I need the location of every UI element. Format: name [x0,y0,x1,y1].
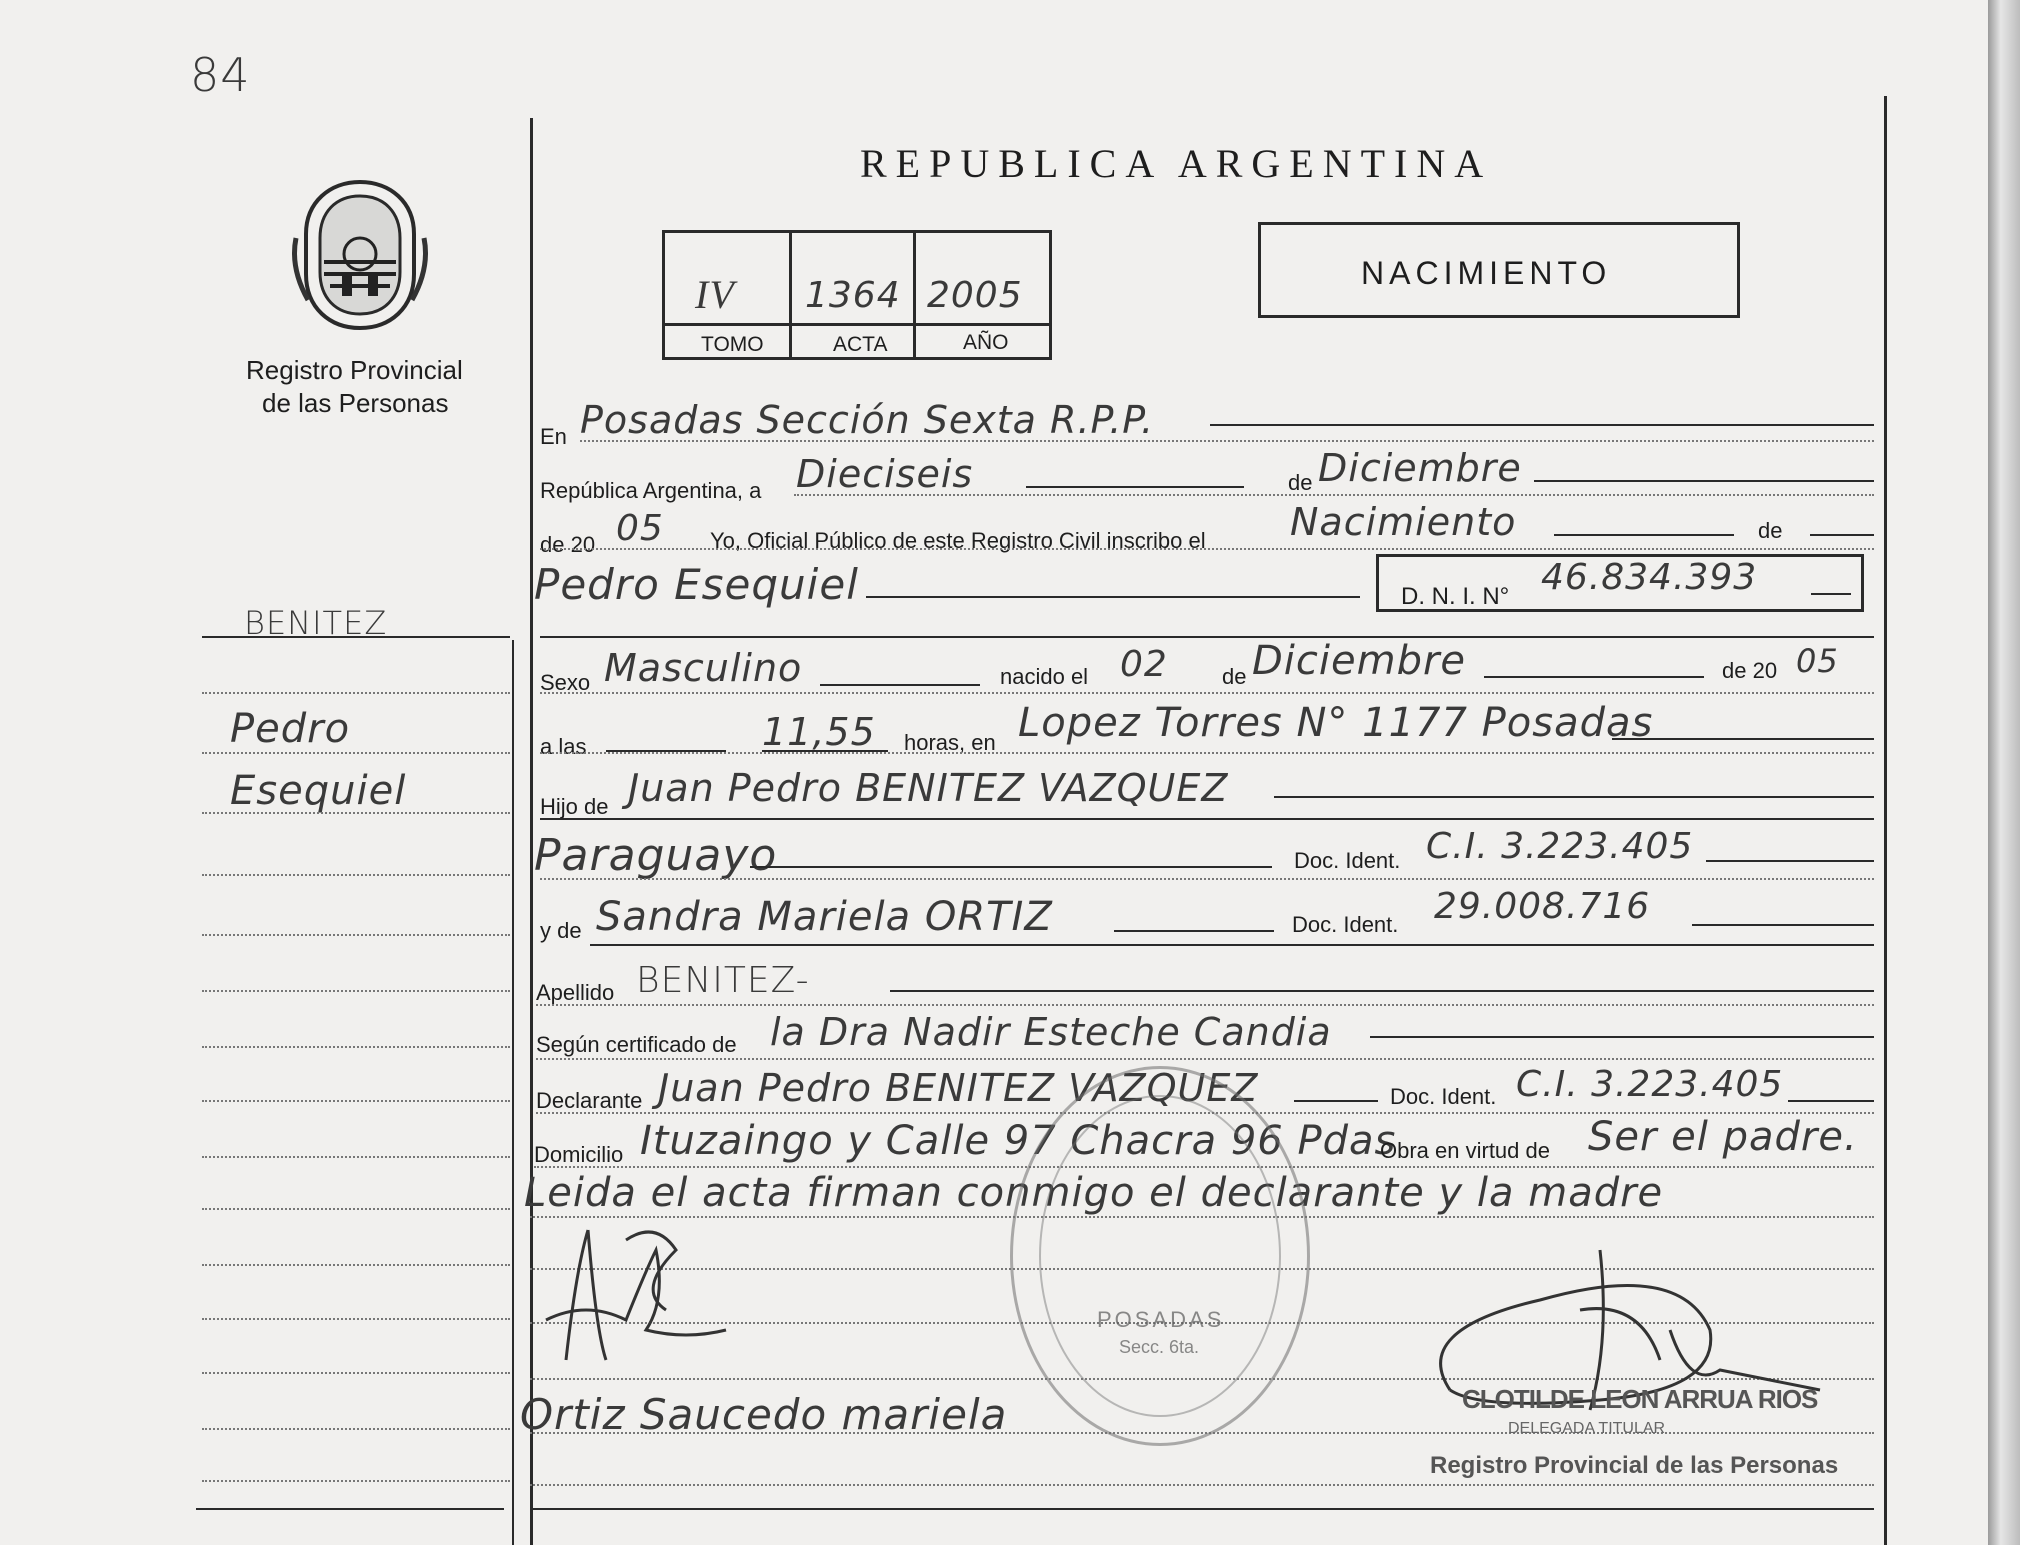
round-stamp-section: Secc. 6ta. [1119,1337,1200,1357]
round-stamp [1010,1066,1310,1446]
row-line [1294,1100,1378,1102]
margin-line [202,1100,510,1102]
row-dots [794,494,1874,496]
dni-value: 46.834.393 [1541,557,1758,598]
apellido-label: Apellido [536,980,615,1005]
domicilio-label: Domicilio [534,1142,624,1167]
row-dots [580,440,1874,442]
tomo-label: TOMO [701,333,764,356]
registry-line-1: Registro Provincial [246,355,463,385]
de20-label: de 20 [540,532,596,557]
oficial-text: Yo, Oficial Público de este Registro Civil inscribo el [710,528,1206,553]
page-number: 84 [190,48,251,102]
doc-label-2: Doc. Ident. [1292,912,1399,937]
round-stamp-city: POSADAS [1097,1307,1225,1332]
mother-signature: Ortiz Saucedo mariela [520,1390,1008,1439]
margin-second-name: Esequiel [230,768,407,814]
margin-line [202,990,510,992]
de-label: de [1288,470,1313,495]
row-dots [536,1004,1874,1006]
declarante-doc: C.I. 3.223.405 [1516,1064,1784,1105]
record-number-box [662,230,1052,360]
ano-value: 2005 [927,275,1023,316]
margin-line [202,1318,510,1320]
row-dots [540,878,1874,880]
bottom-line [530,1508,1874,1510]
country-title: REPUBLICA ARGENTINA [860,141,1493,186]
official-stamp-line-2: DELEGADA TITULAR [1508,1420,1666,1437]
row-line [540,636,1874,638]
official-stamp-line-3: Registro Provincial de las Personas [1430,1452,1839,1479]
year-suffix: 05 [616,508,664,549]
sexo-value: Masculino [604,646,803,690]
margin-line [202,874,510,876]
tomo-value: IV [695,272,735,317]
horas-label: horas, en [904,730,996,755]
en-value: Posadas Sección Sexta R.P.P. [580,398,1155,442]
row-line [1692,924,1874,926]
birth-place: Lopez Torres N° 1177 Posadas [1018,700,1654,746]
margin-line [202,934,510,936]
dni-label: D. N. I. N° [1401,583,1510,610]
row-dots [530,1484,1874,1486]
child-name: Pedro Esequiel [534,560,859,609]
obra-label: Obra en virtud de [1380,1138,1550,1163]
birth-month: Diciembre [1252,638,1467,684]
book-edge [1988,0,2020,1545]
margin-surname-line [202,636,510,638]
row-line [590,944,1874,946]
row-dots [540,692,1874,694]
margin-line [202,1208,510,1210]
row-line [1114,930,1274,932]
segun-label: Según certificado de [536,1032,737,1057]
birth-day: 02 [1120,644,1168,685]
row-line [866,596,1360,598]
row-line [1810,534,1874,536]
declarante-value: Juan Pedro BENITEZ VAZQUEZ [658,1066,1259,1110]
row-line [1612,738,1874,740]
row-dots [540,548,1874,550]
dni-box [1376,554,1864,612]
margin-line [202,1480,510,1482]
domicilio-value: Ituzaingo y Calle 97 Chacra 96 Pdas [640,1118,1397,1164]
row-line [890,990,1874,992]
margin-line [202,752,510,754]
margin-line [202,692,510,694]
nacido-label: nacido el [1000,664,1089,689]
mother-name: Sandra Mariela ORTIZ [596,894,1053,940]
declarante-label: Declarante [536,1088,643,1113]
month-written: Diciembre [1318,446,1522,490]
act-type: Nacimiento [1290,500,1517,544]
sexo-label: Sexo [540,670,591,695]
de20-label-2: de 20 [1722,658,1778,683]
row-line [1534,480,1874,482]
day-written: Dieciseis [796,452,974,496]
record-type-box [1258,222,1740,318]
row-line [1788,1100,1874,1102]
row-line [820,684,980,686]
row-line [750,866,1272,868]
hijo-label: Hijo de [540,794,609,819]
father-name: Juan Pedro BENITEZ VAZQUEZ [628,766,1229,810]
apellido-value: BENITEZ- [636,960,810,1001]
row-line [540,818,1874,820]
mother-doc: 29.008.716 [1434,886,1651,927]
row-line [1554,534,1734,536]
margin-surname: BENITEZ [244,604,388,642]
de-label-2: de [1758,518,1783,543]
margin-line [202,812,510,814]
margin-line [202,1046,510,1048]
en-label: En [540,424,567,449]
alas-label: a las [540,734,587,759]
acta-label: ACTA [833,333,888,356]
obra-value: Ser el padre. [1588,1114,1858,1160]
certificate-by: la Dra Nadir Esteche Candia [770,1010,1332,1054]
margin-line [202,1156,510,1158]
margin-line [202,1428,510,1430]
margin-first-name: Pedro [230,706,351,752]
right-border [1884,96,1887,1545]
provincial-seal-icon [290,178,430,333]
father-doc: C.I. 3.223.405 [1426,826,1694,867]
official-stamp-line-1: CLOTILDE LEON ARRUA RIOS [1462,1384,1818,1414]
republica-label: República Argentina, a [540,478,762,503]
row-line [1026,486,1244,488]
margin-line [202,1264,510,1266]
closing-text: Leida el acta firman conmigo el declarante y la madre [524,1170,1664,1216]
de-label-3: de [1222,664,1247,689]
acta-value: 1364 [805,275,901,316]
doc-label: Doc. Ident. [1294,848,1401,873]
margin-divider-inner [512,640,514,1545]
row-line [1274,796,1874,798]
row-line [1484,676,1704,678]
row-dots [536,1058,1874,1060]
registry-line-2: de las Personas [262,388,449,418]
declarant-signature [526,1210,746,1380]
birth-time: 11,55 [762,710,876,754]
birth-year-suffix: 05 [1796,642,1839,680]
margin-line [202,1372,510,1374]
row-dots [540,752,1874,754]
row-line [1210,424,1874,426]
doc-label-3: Doc. Ident. [1390,1084,1497,1109]
ano-label: AÑO [963,331,1009,354]
row-line [1370,1036,1874,1038]
margin-bottom-line [196,1508,504,1510]
row-line [1706,860,1874,862]
yde-label: y de [540,918,582,943]
father-nationality: Paraguayo [534,830,778,881]
record-type: NACIMIENTO [1361,255,1612,291]
